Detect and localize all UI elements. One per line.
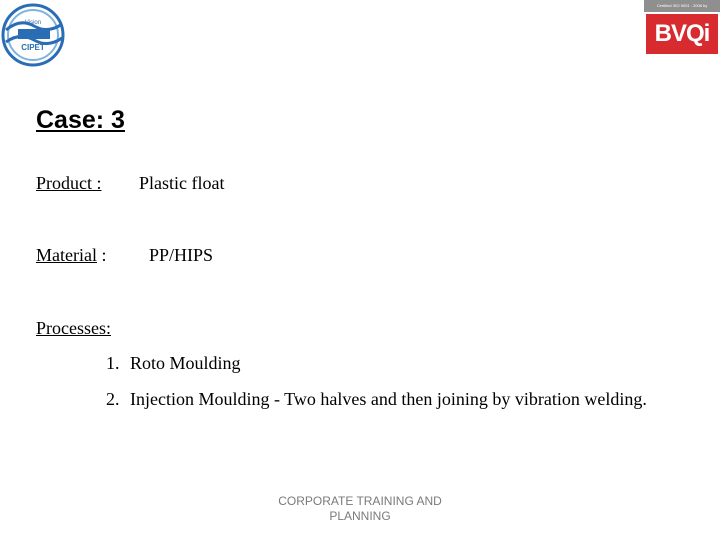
footer-line-2: PLANNING (329, 509, 391, 523)
cipet-logo (0, 2, 70, 68)
bvqi-mark (646, 14, 718, 54)
bvqi-mark-text: BVQi (654, 20, 710, 47)
list-item-text: Roto Moulding (130, 353, 241, 373)
list-item (106, 389, 647, 410)
processes-label-text: Processes: (36, 318, 111, 338)
material-value: PP/HIPS (149, 245, 214, 265)
material-label (36, 245, 107, 266)
cipet-logo-text: CIPET (21, 43, 45, 52)
slide-title: Case: 3 (36, 106, 125, 134)
product-label-text: Product : (36, 173, 102, 193)
processes-label (36, 318, 111, 339)
list-item-number: 1. (106, 353, 120, 373)
material-label-colon: : (96, 245, 107, 265)
bvqi-logo (644, 0, 720, 54)
list-item (106, 353, 241, 374)
list-item-number: 2. (106, 389, 120, 409)
product-label (36, 173, 102, 194)
cipet-logo-icon (0, 2, 70, 68)
material-label-text: Material (36, 245, 97, 265)
footer-line-1: CORPORATE TRAINING AND (278, 494, 442, 508)
cipet-logo-top-text: Vision (24, 20, 42, 26)
footer (250, 494, 470, 524)
certification-caption: Certified ISO 9001 : 2008 by (644, 0, 720, 12)
product-value: Plastic float (139, 173, 225, 193)
list-item-text: Injection Moulding - Two halves and then joining by vibration welding. (130, 389, 647, 409)
